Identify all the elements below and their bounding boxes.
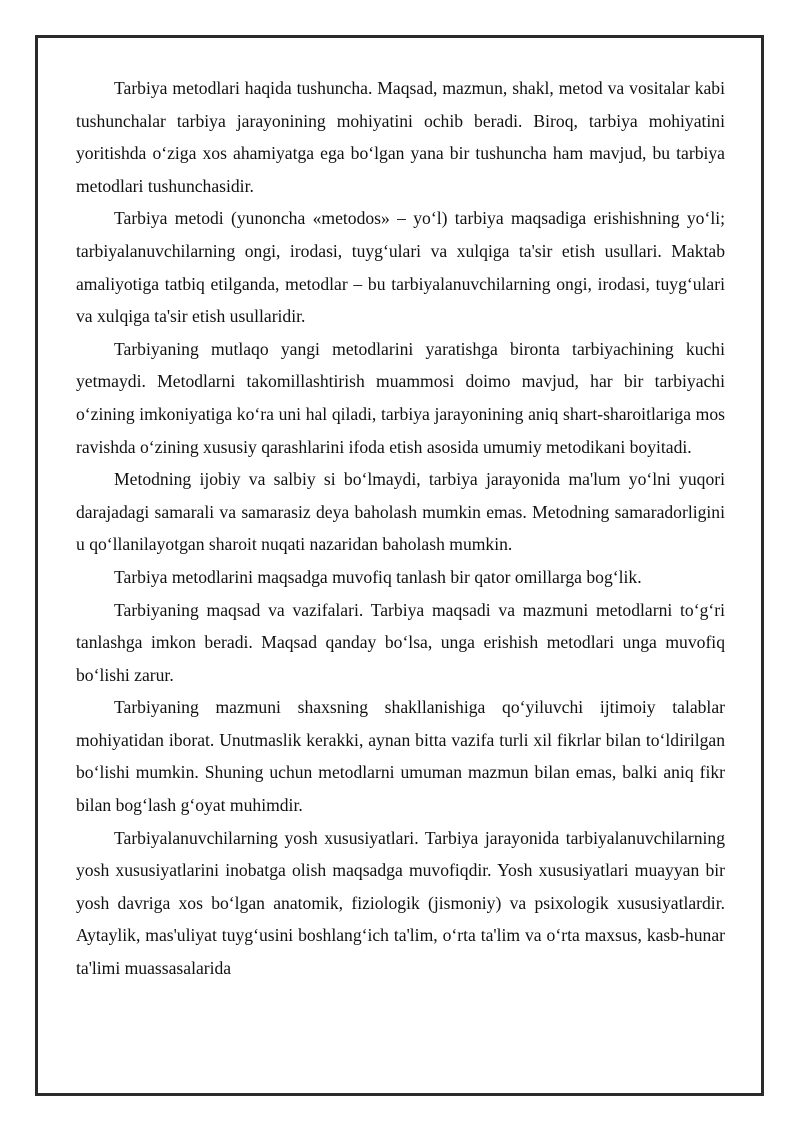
paragraph-yangi-metodlar: Tarbiyaning mutlaqo yangi metodlarini yaratishga bironta tarbiyachining kuchi yetmaydi. Metodlarni takomillashtirish muammosi doimo mavjud, har bir tarbiyachi o‘zining imkoniyatiga ko‘ra uni hal qiladi, tarbiya jarayonining aniq shart-sharoitlariga mos ravishda o‘zining xususiy qarashlarini ifoda etish asosida umumiy metodikani boyitadi. <box>76 338 725 457</box>
paragraph-tarbiya-metodlari-tushuncha: Tarbiya metodlari haqida tushuncha. Maqsad, mazmun, shakl, metod va vositalar kabi tushunchalar tarbiya jarayonining mohiyatini ochib beradi. Biroq, tarbiya mohiyatini yoritishda o‘ziga xos ahamiyatga ega bo‘lgan yana bir tushuncha ham mavjud, bu tarbiya metodlari tushunchasidir. <box>76 78 725 196</box>
paragraph-metod-baholash: Metodning ijobiy va salbiy si bo‘lmaydi, tarbiya jarayonida ma'lum yo‘lni yuqori darajadagi samarali va samarasiz deya baholash mumkin emas. Metodning samaradorligini u qo‘llanilayotgan sharoit nuqati nazaridan baholash mumkin. <box>76 469 725 555</box>
paragraph-maqsad-vazifalar: Tarbiyaning maqsad va vazifalari. Tarbiya maqsadi va mazmuni metodlarni to‘g‘ri tanlashga imkon beradi. Maqsad qanday bo‘lsa, unga erishish metodlari unga muvofiq bo‘lishi zarur. <box>76 599 725 685</box>
paragraph-metod-tanlash-omillari: Tarbiya metodlarini maqsadga muvofiq tanlash bir qator omillarga bog‘lik. <box>114 566 642 587</box>
paragraph-tarbiya-mazmuni: Tarbiyaning mazmuni shaxsning shakllanishiga qo‘yiluvchi ijtimoiy talablar mohiyatidan iborat. Unutmaslik kerakki, aynan bitta vazifa turli xil fikrlar bilan to‘ldirilgan bo‘lishi mumkin. Shuning uchun metodlarni umuman mazmun bilan emas, balki aniq fikr bilan bog‘lash g‘oyat muhimdir. <box>76 697 725 816</box>
paragraph-tarbiya-metodi-definition: Tarbiya metodi (yunoncha «metodos» – yo‘l) tarbiya maqsadiga erishishning yo‘li; tarbiyalanuvchilarning ongi, irodasi, tuyg‘ulari va xulqiga ta'sir etish usullari. Maktab amaliyotiga tatbiq etilganda, metodlar – bu tarbiyalanuvchilarning ongi, irodasi, tuyg‘ulari va xulqiga ta'sir etish usullaridir. <box>76 208 725 327</box>
paragraph-yosh-xususiyatlari: Tarbiyalanuvchilarning yosh xususiyatlari. Tarbiya jarayonida tarbiyalanuvchilarning yosh xususiyatlarini inobatga olish maqsadga muvofiqdir. Yosh xususiyatlari muayyan bir yosh davriga xos bo‘lgan anatomik, fiziologik (jismoniy) va psixologik xususiyatlardir. Aytaylik, mas'uliyat tuyg‘usini boshlang‘ich ta'lim, o‘rta ta'lim va o‘rta maxsus, kasb-hunar ta'limi muassasalarida <box>76 827 725 979</box>
document-body <box>76 72 725 985</box>
